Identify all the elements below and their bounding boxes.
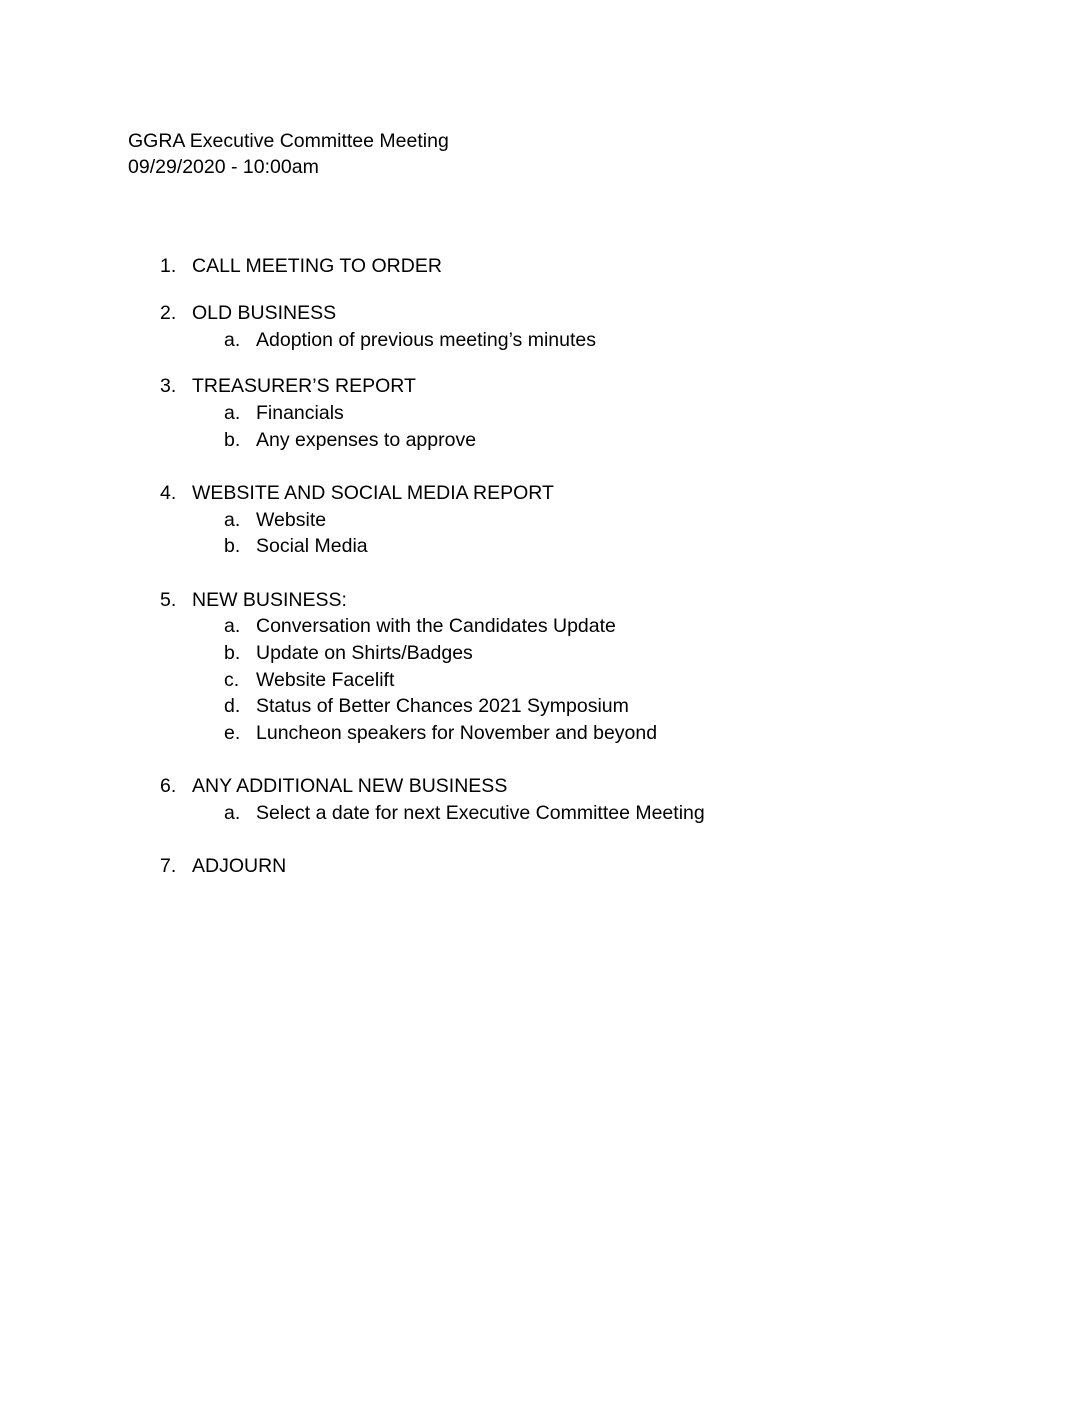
agenda-item-title: ADJOURN [192,855,287,877]
agenda-item-number: 7. [160,855,177,877]
agenda-subitem-letter: b. [224,429,241,451]
agenda-item-title: WEBSITE AND SOCIAL MEDIA REPORT [192,482,554,504]
agenda-subitem-letter: a. [224,509,241,531]
agenda-subitem-text: Social Media [256,535,368,557]
agenda-item-title: ANY ADDITIONAL NEW BUSINESS [192,775,508,797]
agenda-subitem-text: Conversation with the Candidates Update [256,615,616,637]
agenda-item-title: OLD BUSINESS [192,302,337,324]
agenda-subitem-letter: e. [224,722,241,744]
agenda-subitem-text: Luncheon speakers for November and beyond [256,722,658,744]
agenda-subitem-letter: a. [224,329,241,351]
agenda-subitem-text: Website [256,509,327,531]
agenda-subitem-letter: c. [224,669,240,691]
agenda-item-title: CALL MEETING TO ORDER [192,255,442,277]
agenda-subitem-text: Any expenses to approve [256,429,477,451]
agenda-item-title: NEW BUSINESS: [192,589,347,611]
agenda-subitem-letter: a. [224,402,241,424]
agenda-item-number: 4. [160,482,177,504]
agenda-subitem-text: Adoption of previous meeting’s minutes [256,329,597,351]
agenda-subitem-letter: b. [224,535,241,557]
agenda-item-number: 6. [160,775,177,797]
agenda-item-number: 3. [160,375,177,397]
agenda-item-number: 1. [160,255,177,277]
agenda-subitem-letter: b. [224,642,241,664]
agenda-subitem-text: Select a date for next Executive Committee Meeting [256,802,705,824]
agenda-subitem-text: Status of Better Chances 2021 Symposium [256,695,629,717]
agenda-item-title: TREASURER’S REPORT [192,375,416,397]
agenda-subitem-text: Financials [256,402,344,424]
meeting-datetime: 09/29/2020 - 10:00am [128,156,319,178]
agenda-subitem-text: Website Facelift [256,669,395,691]
agenda-item-number: 2. [160,302,177,324]
meeting-title: GGRA Executive Committee Meeting [128,130,449,152]
agenda-subitem-letter: d. [224,695,241,717]
agenda-subitem-text: Update on Shirts/Badges [256,642,473,664]
agenda-subitem-letter: a. [224,615,241,637]
agenda-item-number: 5. [160,589,177,611]
agenda-subitem-letter: a. [224,802,241,824]
